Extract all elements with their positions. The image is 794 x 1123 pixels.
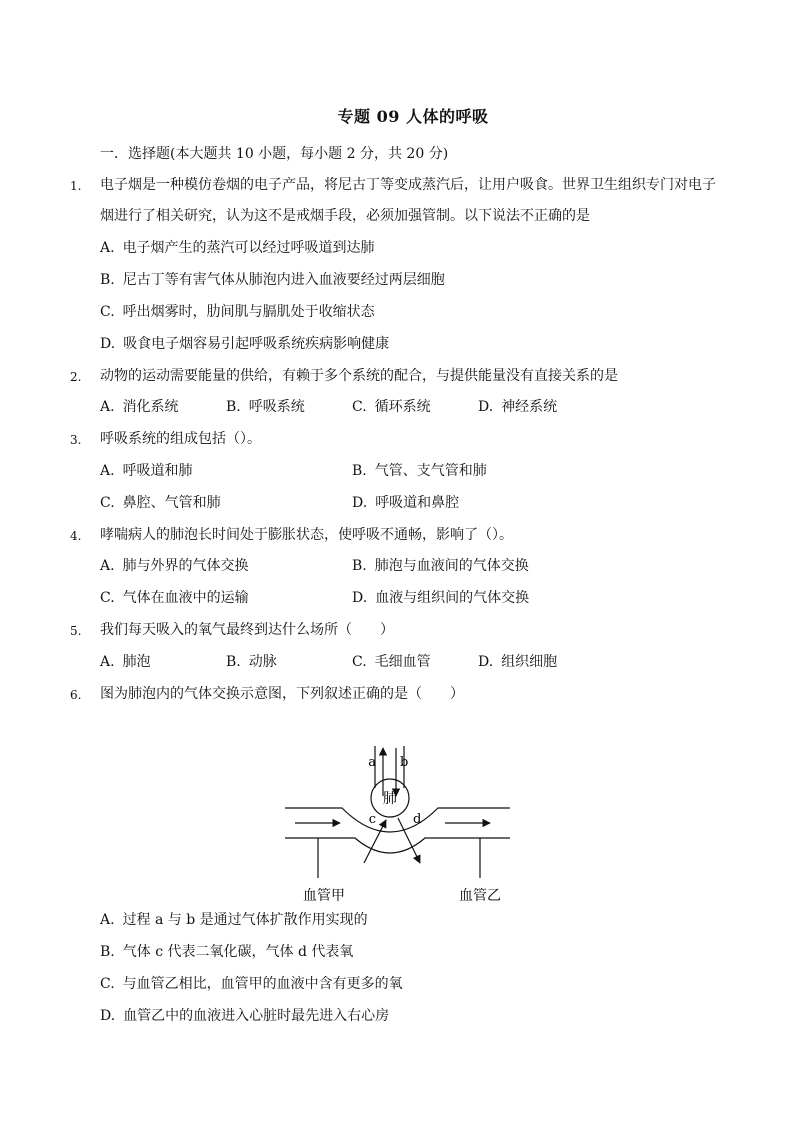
- question-5-number: 5.: [70, 624, 82, 638]
- question-2-option-a[interactable]: A. 消化系统: [100, 399, 179, 415]
- question-6-option-d[interactable]: D. 血管乙中的血液进入心脏时最先进入右心房: [100, 1008, 390, 1024]
- label-vessel-right: 血管乙: [459, 888, 501, 904]
- question-3-option-b[interactable]: B. 气管、支气管和肺: [352, 463, 487, 479]
- section-heading: 一．选择题(本大题共 10 小题，每小题 2 分，共 20 分): [100, 146, 449, 162]
- question-6-option-c[interactable]: C. 与血管乙相比，血管甲的血液中含有更多的氧: [100, 976, 403, 992]
- label-c: c: [368, 812, 376, 827]
- question-2-option-c[interactable]: C. 循环系统: [352, 399, 431, 415]
- question-3-number: 3.: [70, 433, 82, 447]
- label-d: d: [413, 812, 422, 827]
- question-5-option-c[interactable]: C. 毛细血管: [352, 654, 431, 670]
- question-4-number: 4.: [70, 529, 82, 543]
- question-2-option-b[interactable]: B. 呼吸系统: [226, 399, 305, 415]
- question-4-option-b[interactable]: B. 肺泡与血液间的气体交换: [352, 558, 529, 574]
- alveolus-gas-exchange-diagram: [280, 738, 520, 908]
- page-title: 专题 09 人体的呼吸: [337, 107, 489, 126]
- question-5-option-a[interactable]: A. 肺泡: [100, 654, 151, 670]
- label-vessel-left: 血管甲: [303, 888, 345, 904]
- question-2-number: 2.: [70, 370, 82, 384]
- capillary-upper-wall: [285, 808, 510, 832]
- question-4-stem: 哮喘病人的肺泡长时间处于膨胀状态，使呼吸不通畅，影响了（）。: [100, 527, 513, 543]
- question-5-option-d[interactable]: D. 组织细胞: [478, 654, 558, 670]
- question-6-option-b[interactable]: B. 气体 c 代表二氧化碳，气体 d 代表氧: [100, 944, 354, 960]
- question-1-option-b[interactable]: B. 尼古丁等有害气体从肺泡内进入血液要经过两层细胞: [100, 272, 445, 288]
- question-2-stem: 动物的运动需要能量的供给，有赖于多个系统的配合，与提供能量没有直接关系的是: [100, 368, 618, 384]
- label-a: a: [368, 755, 376, 770]
- question-6-option-a[interactable]: A. 过程 a 与 b 是通过气体扩散作用实现的: [100, 912, 368, 928]
- question-1-option-c[interactable]: C. 呼出烟雾时，肋间肌与膈肌处于收缩状态: [100, 304, 375, 320]
- question-3-stem: 呼吸系统的组成包括（）。: [100, 431, 261, 447]
- question-1-option-d[interactable]: D. 吸食电子烟容易引起呼吸系统疾病影响健康: [100, 336, 390, 352]
- question-6-number: 6.: [70, 688, 82, 702]
- question-3-option-d[interactable]: D. 呼吸道和鼻腔: [352, 495, 460, 511]
- question-1-option-a[interactable]: A. 电子烟产生的蒸汽可以经过呼吸道到达肺: [100, 240, 375, 256]
- question-4-option-a[interactable]: A. 肺与外界的气体交换: [100, 558, 249, 574]
- question-3-option-a[interactable]: A. 呼吸道和肺: [100, 463, 193, 479]
- label-lung: 肺: [383, 791, 397, 807]
- question-5-stem: 我们每天吸入的氧气最终到达什么场所（ ）: [100, 622, 394, 638]
- question-2-option-d[interactable]: D. 神经系统: [478, 399, 558, 415]
- question-3-option-c[interactable]: C. 鼻腔、气管和肺: [100, 495, 221, 511]
- label-b: b: [400, 755, 409, 770]
- question-1-number: 1.: [70, 179, 82, 193]
- question-1-stem-line-1: 电子烟是一种模仿卷烟的电子产品，将尼古丁等变成蒸汽后，让用户吸食。世界卫生组织专门对电子: [100, 177, 716, 193]
- question-4-option-d[interactable]: D. 血液与组织间的气体交换: [352, 590, 530, 606]
- question-1-stem-line-2: 烟进行了相关研究，认为这不是戒烟手段，必须加强管制。以下说法不正确的是: [100, 208, 590, 224]
- capillary-lower-wall: [285, 838, 510, 853]
- question-6-stem: 图为肺泡内的气体交换示意图，下列叙述正确的是（ ）: [100, 686, 464, 702]
- question-5-option-b[interactable]: B. 动脉: [226, 654, 277, 670]
- question-4-option-c[interactable]: C. 气体在血液中的运输: [100, 590, 249, 606]
